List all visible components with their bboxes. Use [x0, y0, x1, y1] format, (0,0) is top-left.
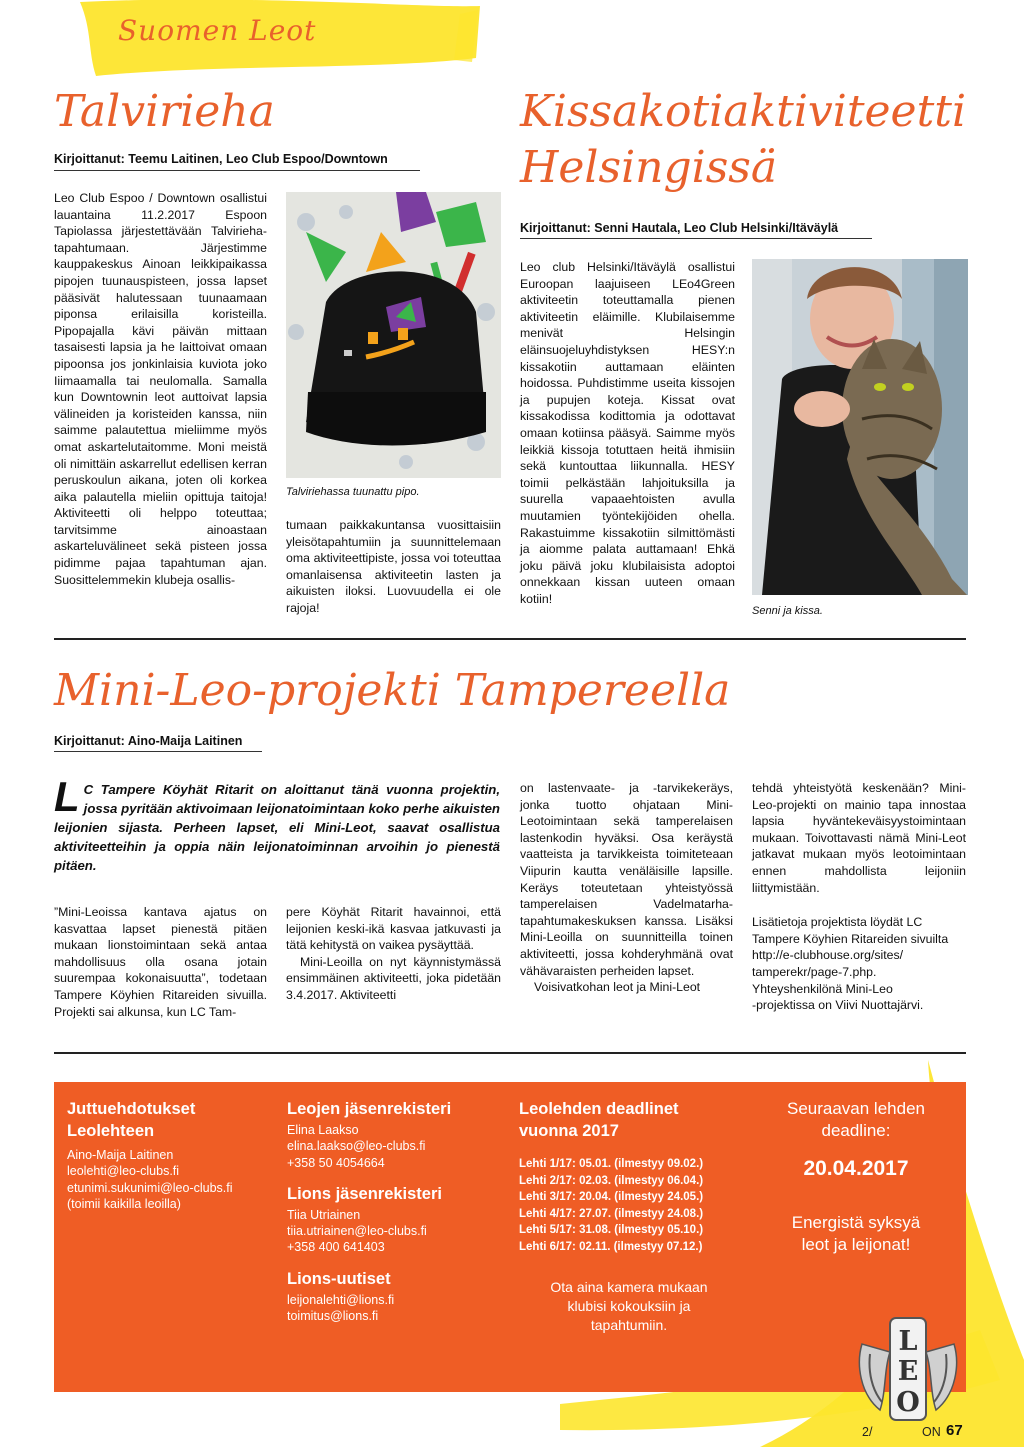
contact-note: (toimii kaikilla leoilla) — [67, 1196, 181, 1211]
cat-photo-caption: Senni ja kissa. — [752, 605, 823, 617]
deadline-item: Lehti 2/17: 02.03. (ilmestyy 06.04.) — [519, 1174, 704, 1187]
drop-cap: L — [54, 773, 80, 820]
project-link[interactable]: http://e-clubhouse.org/sites/ — [752, 948, 904, 963]
greeting-line-1: Energistä syksyä — [791, 1213, 921, 1232]
cat-photo — [752, 259, 968, 595]
deadline-item: Lehti 1/17: 05.01. (ilmestyy 09.02.) — [519, 1158, 704, 1170]
next-deadline-title-line-1: Seuraavan lehden — [786, 1099, 925, 1118]
article2-title-line-2: Helsingissä — [520, 142, 778, 193]
article1-title: Talvirieha — [54, 86, 275, 137]
contact-email[interactable]: etunimi.sukunimi@leo-clubs.fi — [67, 1180, 233, 1195]
page-number: 67 — [946, 1422, 963, 1439]
article3-col3-paragraph-1: on lastenvaate- ja -tarvikekeräys, jonka tuotto ohjataan Mini-Leotoimintaan sekä tamperelaisen lastenkodin hyväksi. Osa keräystä vaatteista ja tarvikkeista toimiteteaan Viipurin kautta venäläisille lapsille. Keräys toteutetaan yhteistyössä tamperelaisen Vadelmatarha-tapahtumakeskuksen kanssa. Lisäksi Mini-Leoilla on suunnitteilla toinen aktiviteetti, jossa kohderyhmänä ovat vähävaraisten perheiden lapset. — [520, 781, 733, 978]
beanie-photo — [286, 192, 501, 478]
article2-byline: Kirjoittanut: Senni Hautala, Leo Club Helsinki/Itäväylä — [520, 221, 839, 235]
article3-col2-paragraph-2: Mini-Leoilla on nyt käynnistymässä ensimmäinen aktiviteetti, joka pidetään 3.4.2017. Aktiviteetti — [286, 954, 501, 1002]
story-suggestions-title-line-1: Juttuehdotukset — [67, 1100, 196, 1118]
section-divider — [54, 638, 966, 640]
article1-column-1: Leo Club Espoo / Downtown osallistui lauantaina 11.2.2017 Espoon Tapiolassa järjestettävään Talvirieha-tapahtumaan. Järjestimme kauppakeskus Ainoan leikkipaikassa pipojen tuunauspisteen, jossa lapset pääsivät halutessaan tuunaamaan piponsa erilaisilla koristeilla. Pipopajalla kävi päivän mittaan tasaisesti lapsia ja he laittoivat omaan pipoonsa jos jonkinlaisia kuviota joko Iiimaamalla tai neulomalla. Samalla kun Downtownin leot auttoivat lapsia välineiden ja koristeiden kanssa, niin saimme palautettua mieliimme myös omat askartelutaitomme. Moni meistä oli nimittäin askarrellut edellisen kerran peruskoulun aikana, joten oli korkea aika palautella mieliin opittuja taitoja! Aktiviteetti oli helppo toteuttaa; tarvitsimme ainoastaan askarteluvälineet sekä pisteen jossa pidimme pajaa tapahtuman ajan. Suosittelemmekin klubeja osallis- — [54, 191, 267, 587]
info-line: -projektissa on Viivi Nuottajärvi. — [752, 998, 924, 1013]
camera-reminder-line: Ota aina kamera mukaan — [550, 1278, 708, 1295]
contact-email[interactable]: leolehti@leo-clubs.fi — [67, 1164, 180, 1179]
logo-letter: L — [898, 1326, 918, 1357]
contact-email[interactable]: elina.laakso@leo-clubs.fi — [287, 1139, 426, 1154]
contact-name: Aino-Maija Laitinen — [67, 1148, 174, 1162]
camera-reminder-line: tapahtumiin. — [590, 1316, 668, 1333]
logo-letter: E — [897, 1356, 919, 1387]
contact-name: Tiia Utriainen — [287, 1207, 361, 1222]
contact-email[interactable]: tiia.utriainen@leo-clubs.fi — [287, 1224, 427, 1239]
next-deadline-block — [754, 1098, 958, 1256]
section-title: Suomen Leot — [118, 14, 317, 47]
article3-lead — [54, 773, 500, 875]
deadline-item: Lehti 4/17: 27.07. (ilmestyy 24.08.) — [519, 1207, 704, 1220]
deadline-item: Lehti 6/17: 02.11. (ilmestyy 07.12.) — [519, 1240, 703, 1253]
article3-byline: Kirjoittanut: Aino-Maija Laitinen — [54, 734, 243, 748]
article3-column-2 — [286, 904, 501, 1004]
article3-column-3 — [520, 780, 733, 996]
article2-body: Leo club Helsinki/Itäväylä osallistui Euroopan laajuiseen LEo4Green aktiviteetin toteuttamalla pienen aktiviteetin eläimille. Klubilaisemme menivät Helsingin eläinsuojeluyhdistyksen HESY:n kissakotiin auttamaan eläinten hoidossa. Puhdistimme useita kissojen ja pupujen koteja. Kissat ovat kissakodissa kodittomia ja odottavat omaan kotiinsa pääsyä. Saimme myös leikkiä kissoja totuttaen heitä ihmisiin sekä kuntouttaa liikunnalla. HESY toimii pelkästään lahjoituksilla ja suurella vapaaehtoisten avulla muutamien työntekijöiden ohella. Rakastuimme kissakotiin silmittömästi ja aiomme palata auttamaan! Ehkä joku päivä joku klubilaisista adoptoi onnekkaan kissan uuteen omaan kotiin! — [520, 260, 735, 606]
article1-column-2: tumaan paikkakuntansa vuosittaisiin yleisötapahtumiin ja suunnittelemaan oma aktiviteettipiste, jossa voi toteuttaa omanlaisensa aktiviteetin lasten ja aikuisten iloksi. Luovuudella ei ole rajoja! — [286, 518, 501, 615]
article3-col2-paragraph-1: pere Köyhät Ritarit havainnoi, että leijonien keski-ikä kasvaa jatkuvasti ja tätä kehitystä on vaikea pysäyttää. — [286, 905, 501, 953]
greeting-line-2: leot ja leijonat! — [801, 1235, 911, 1254]
story-suggestions-block — [67, 1098, 277, 1212]
article2-title — [520, 84, 966, 196]
story-suggestions-title-line-2: Leolehteen — [67, 1122, 155, 1140]
info-line: Yhteyshenkilönä Mini-Leo — [752, 981, 893, 996]
lions-register-title: Lions jäsenrekisteri — [287, 1184, 442, 1203]
contact-email[interactable]: leijonalehti@lions.fi — [287, 1292, 395, 1307]
article3-lead-text: C Tampere Köyhät Ritarit on aloittanut tänä vuonna projektin, jossa pyritään aktivoimaan leijonatoimintaan koko perhe aikuisten leijonien sijasta. Perheen lapset, eli Mini-Leot, saavat osallistua aktiviteetteihin ja oppia näin leijonatoiminnan arvoihin jo pienestä pitäen. — [54, 782, 500, 873]
contact-phone: +358 50 4054664 — [287, 1155, 385, 1170]
magazine-label-right: ON — [922, 1425, 941, 1439]
article3-col4-paragraph-2 — [752, 914, 966, 1014]
project-link[interactable]: tamperekr/page-7.php. — [752, 964, 877, 979]
leo-logo — [856, 1314, 960, 1424]
byline-rule — [54, 751, 262, 752]
deadlines-block — [519, 1098, 749, 1335]
article2-title-line-1: Kissakotiaktiviteetti — [520, 86, 967, 137]
byline-rule — [520, 238, 872, 239]
byline-rule — [54, 170, 420, 171]
lions-news-title: Lions-uutiset — [287, 1269, 391, 1288]
next-deadline-title-line-2: deadline: — [821, 1121, 891, 1140]
article3-column-4 — [752, 780, 966, 1014]
next-deadline-date: 20.04.2017 — [803, 1157, 909, 1180]
section-divider — [54, 1052, 966, 1054]
article3-col4-paragraph-1: tehdä yhteistyötä keskenään? Mini-Leo-projekti on mainio tapa innostaa lapsia hyväntekeväisyystoimintaan mukaan. Toivottavasti nämä Mini-Leot jatkavat mukaan myös leotoimintaan ennen mahdollista leijoniin liittymistään. — [752, 781, 966, 895]
article1-byline: Kirjoittanut: Teemu Laitinen, Leo Club Espoo/Downtown — [54, 152, 388, 166]
leo-register-title: Leojen jäsenrekisteri — [287, 1100, 452, 1118]
camera-reminder — [519, 1278, 739, 1335]
beanie-photo-caption: Talviriehassa tuunattu pipo. — [286, 486, 420, 498]
contact-phone: +358 400 641403 — [287, 1240, 385, 1255]
contact-email[interactable]: toimitus@lions.fi — [287, 1309, 379, 1324]
deadlines-title-line-1: Leolehden deadlinet — [519, 1100, 679, 1118]
info-line: Tampere Köyhien Ritareiden sivuilta — [752, 931, 949, 946]
magazine-label-left: 2/ — [862, 1425, 873, 1439]
deadline-item: Lehti 5/17: 31.08. (ilmestyy 05.10.) — [519, 1224, 704, 1237]
article3-title: Mini-Leo-projekti Tampereella — [54, 665, 731, 716]
deadline-item: Lehti 3/17: 20.04. (ilmestyy 24.05.) — [519, 1191, 704, 1204]
contact-name: Elina Laakso — [287, 1123, 359, 1137]
logo-letter: O — [896, 1387, 920, 1418]
deadlines-title-line-2: vuonna 2017 — [519, 1122, 619, 1140]
article3-col3-paragraph-2: Voisivatkohan leot ja Mini-Leot — [534, 980, 701, 995]
info-line: Lisätietoja projektista löydät LC — [752, 915, 923, 930]
registers-block — [287, 1098, 502, 1324]
camera-reminder-line: klubisi kokouksiin ja — [567, 1297, 691, 1314]
article3-column-1: ”Mini-Leoissa kantava ajatus on kasvattaa lapset pienestä pitäen mukaan lionstoimintaan sekä antaa mahdollisuus olla osana jotain suurempaa kokonaisuutta”, todetaan Tampere Köyhien Ritareiden sivuilla. Projekti sai alkunsa, kun LC Tam- — [54, 905, 267, 1019]
